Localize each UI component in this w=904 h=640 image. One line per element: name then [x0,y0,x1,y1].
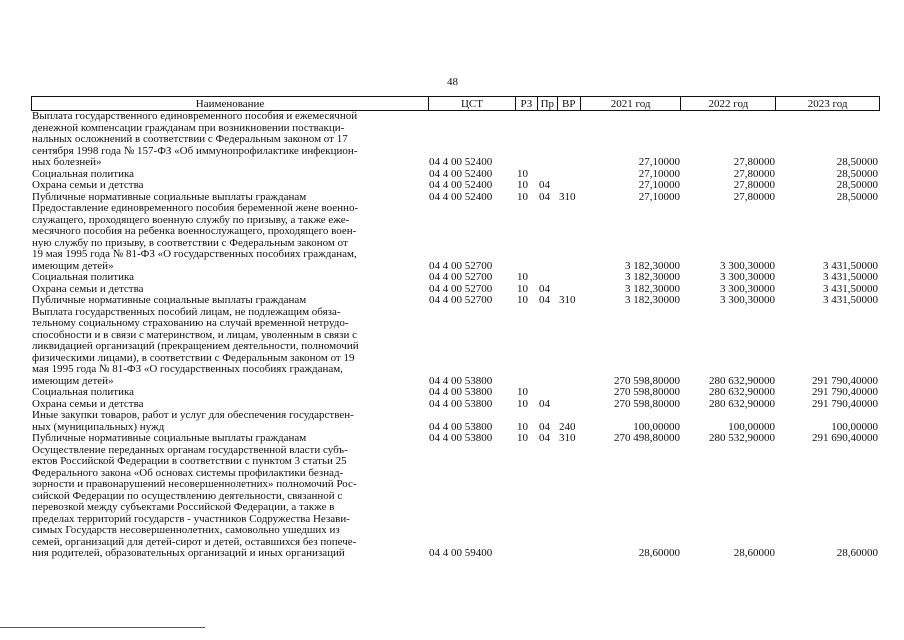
row-amount-2021: 270 598,80000 [614,397,680,410]
row-cst: 04 4 00 52400 [429,179,493,191]
row-amount-2023: 291 790,40000 [812,386,878,398]
row-amount-2023: 28,50000 [836,190,878,203]
row-rz: 10 [517,190,528,203]
row-amount-2022: 280 532,90000 [709,432,775,444]
row-pr: 04 [539,179,550,191]
row-rz: 10 [517,386,528,398]
row-cst: 04 4 00 53800 [429,386,493,398]
row-rz: 10 [517,271,528,283]
row-amount-2023: 100,00000 [831,420,878,433]
table-row [31,410,880,433]
row-amount-2021: 270 598,80000 [614,386,680,398]
table-row [31,180,880,192]
row-name: Публичные нормативные социальные выплаты гражданам [32,190,307,203]
header-year-2021: 2021 год [581,97,682,110]
row-pr: 04 [539,420,550,433]
footer-divider [0,627,205,628]
row-cst: 04 4 00 52400 [429,156,493,168]
row-amount-2021: 270 498,80000 [614,432,680,444]
row-rz: 10 [517,179,528,191]
table-row [31,203,880,272]
row-vr: 310 [559,294,576,306]
row-cst: 04 4 00 53800 [429,397,493,410]
row-amount-2023: 28,50000 [836,156,878,168]
row-amount-2023: 28,60000 [836,547,878,559]
page-number: 48 [447,76,458,88]
row-name: Публичные нормативные социальные выплаты гражданам [32,294,307,306]
table-row [31,433,880,445]
row-name: Социальная политика [32,167,135,180]
row-amount-2023: 28,50000 [836,179,878,191]
row-pr: 04 [539,282,550,295]
row-cst: 04 4 00 53800 [429,374,493,387]
row-amount-2022: 280 632,90000 [709,397,775,410]
header-cst: ЦСТ [429,97,516,110]
row-amount-2022: 28,60000 [733,547,775,559]
row-name: Выплата государственных пособий лицам, не подлежащим обяза- тельному социальному страхованию на случай временной нетрудо- способности и в связи с материнством, и лицам, уволенным в связи с ликвидацией организаций (прекращением деятельности, полномочий физическими лицами), в соответствии с Федеральным законом от 19 мая 1995 года № 81-ФЗ «О государственных пособиях гражданам, имеющим детей» [32,305,359,387]
row-vr: 310 [559,432,576,444]
table-header [31,96,880,111]
row-pr: 04 [539,397,550,410]
row-amount-2022: 280 632,90000 [709,386,775,398]
row-name: Социальная политика [32,271,135,283]
row-rz: 10 [517,167,528,180]
row-amount-2021: 27,10000 [638,190,680,203]
row-amount-2022: 27,80000 [733,156,775,168]
row-amount-2023: 3 431,50000 [823,271,878,283]
row-amount-2021: 27,10000 [638,179,680,191]
header-rz: РЗ [516,97,538,110]
header-year-2023: 2023 год [807,98,848,110]
row-amount-2023: 3 431,50000 [823,282,878,295]
row-rz: 10 [517,282,528,295]
row-amount-2022: 3 300,30000 [720,282,775,295]
row-amount-2021: 3 182,30000 [625,294,680,306]
table-row [31,295,880,307]
row-name: Социальная политика [32,386,135,398]
row-amount-2022: 27,80000 [733,179,775,191]
row-pr: 04 [539,432,550,444]
table-row [31,445,880,560]
row-amount-2022: 3 300,30000 [720,294,775,306]
row-cst: 04 4 00 59400 [429,547,493,559]
row-rz: 10 [517,432,528,444]
header-name: Наименование [32,97,429,110]
row-amount-2022: 100,00000 [728,420,775,433]
row-amount-2023: 291 790,40000 [812,374,878,387]
row-name: Публичные нормативные социальные выплаты гражданам [32,432,307,444]
row-amount-2021: 3 182,30000 [625,259,680,272]
row-amount-2022: 3 300,30000 [720,271,775,283]
row-amount-2023: 3 431,50000 [823,294,878,306]
row-rz: 10 [517,294,528,306]
budget-table [31,96,880,560]
row-amount-2021: 27,10000 [638,167,680,180]
row-cst: 04 4 00 52700 [429,259,493,272]
row-amount-2023: 291 690,40000 [812,432,878,444]
row-pr: 04 [539,190,550,203]
row-amount-2021: 270 598,80000 [614,374,680,387]
row-vr: 240 [559,420,576,433]
row-amount-2021: 3 182,30000 [625,271,680,283]
header-vr: ВР [558,97,581,110]
row-cst: 04 4 00 52700 [429,271,493,283]
table-row [31,272,880,284]
row-cst: 04 4 00 53800 [429,432,493,444]
row-amount-2021: 100,00000 [633,420,680,433]
row-name: Охрана семьи и детства [32,282,144,295]
row-cst: 04 4 00 52400 [429,190,493,203]
row-name: Осуществление переданных органам государственной власти субъ- ектов Российской Федерации в соответствии с пунктом 3 статьи 25 Федерального закона «Об основах системы профилактики безнад- зорности и правонарушений несовершеннолетних» полномочий Рос- сийской Федерации по осуществлению деятельности, связанной с перевозкой между субъектами Российской Федерации, а также в пределах территорий государств - участников Содружества Незави- симых Государств несовершеннолетних, самовольно ушедших из семей, организаций для детей-сирот и детей, оставшихся без попече- ния родителей, образовательных организаций и иных организаций [32,443,357,559]
row-rz: 10 [517,397,528,410]
row-cst: 04 4 00 52400 [429,167,493,180]
row-amount-2021: 3 182,30000 [625,282,680,295]
row-cst: 04 4 00 52700 [429,282,493,295]
table-body [31,111,880,560]
row-name: Иные закупки товаров, работ и услуг для обеспечения государствен- ных (муниципальных) нужд [32,409,354,433]
table-row [31,387,880,399]
row-amount-2021: 28,60000 [638,547,680,559]
header-pr: Пр [538,97,558,110]
row-cst: 04 4 00 52700 [429,294,493,306]
row-amount-2022: 280 632,90000 [709,374,775,387]
row-name: Охрана семьи и детства [32,397,144,410]
row-amount-2021: 27,10000 [638,156,680,168]
table-row [31,111,880,169]
row-amount-2022: 27,80000 [733,190,775,203]
row-amount-2023: 28,50000 [836,167,878,180]
row-amount-2023: 3 431,50000 [823,259,878,272]
row-amount-2022: 3 300,30000 [720,259,775,272]
row-name: Предоставление единовременного пособия беременной жене военно- служащего, проходящего военную службу по призыву, а также еже- месячного пособия на ребенка военнослужащего, проходящего воен- ную службу по призыву, в соответствии с Федеральным законом от 19 мая 1995 года № 81-ФЗ «О государственных пособиях гражданам, имеющим детей» [32,202,359,272]
table-row [31,307,880,388]
row-pr: 04 [539,294,550,306]
row-amount-2022: 27,80000 [733,167,775,180]
header-year-2022: 2022 год [681,97,776,110]
row-amount-2023: 291 790,40000 [812,397,878,410]
row-name: Охрана семьи и детства [32,179,144,191]
row-vr: 310 [559,190,576,203]
row-name: Выплата государственного единовременного пособия и ежемесячной денежной компенсации гражданам при возникновении поствакци- нальных осложнений в соответствии с Федеральным законом от 17 сентября 1998 года № 157-ФЗ «Об иммунопрофилактике инфекцион- ных болезней» [32,110,358,168]
row-rz: 10 [517,420,528,433]
row-cst: 04 4 00 53800 [429,420,493,433]
